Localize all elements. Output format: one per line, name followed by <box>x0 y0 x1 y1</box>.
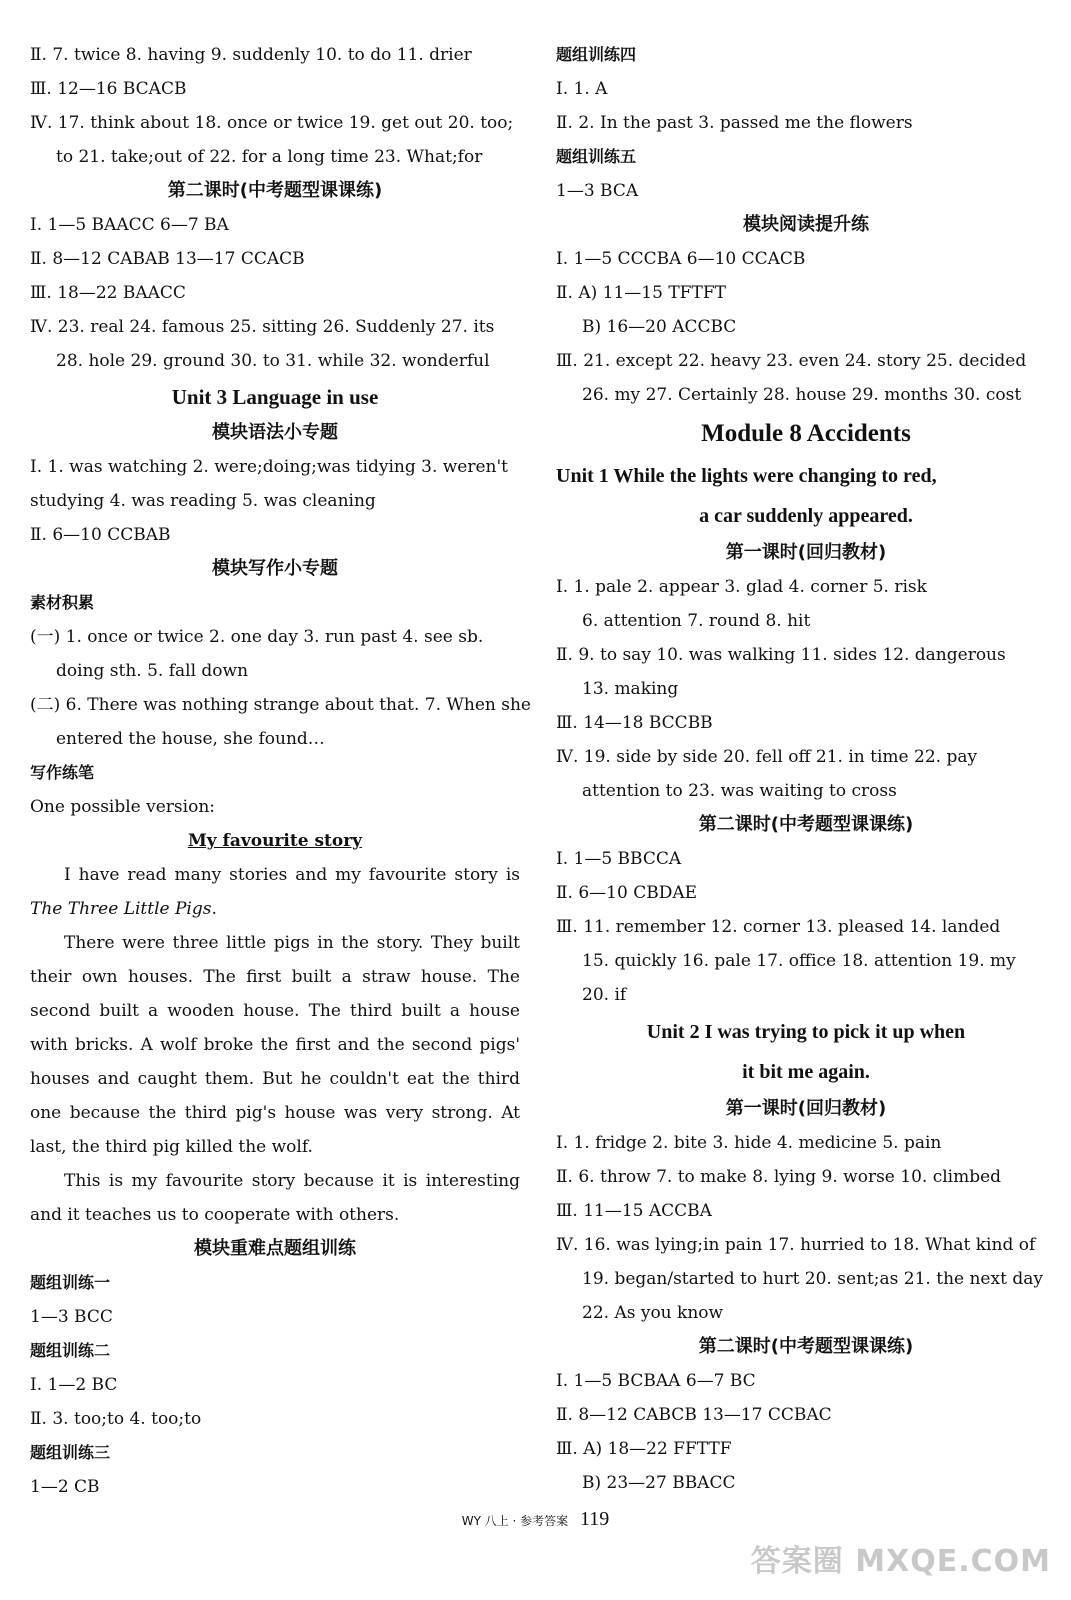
answer-line: Ⅰ. 1. A <box>556 79 608 99</box>
answer-line: 13. making <box>582 679 679 699</box>
section-heading: 第二课时(中考题型课课练) <box>167 180 383 201</box>
answer-line: Ⅰ. 1—5 BCBAA 6—7 BC <box>556 1371 756 1391</box>
answer-line: Ⅱ. 7. twice 8. having 9. suddenly 10. to do 11. drier <box>30 45 472 65</box>
answer-line: Ⅲ. 21. except 22. heavy 23. even 24. story 25. decided <box>556 351 1027 371</box>
right-column <box>556 38 1056 1500</box>
answer-line: Ⅲ. A) 18—22 FFTTF <box>556 1439 732 1459</box>
answer-line: Ⅰ. 1. was watching 2. were;doing;was tidying 3. weren't <box>30 457 509 477</box>
answer-line: 1—3 BCA <box>556 181 639 201</box>
answer-line: Ⅰ. 1. fridge 2. bite 3. hide 4. medicine 5. pain <box>556 1133 942 1153</box>
answer-line: to 21. take;out of 22. for a long time 23. What;for <box>56 147 483 167</box>
answer-line: (二) 6. There was nothing strange about that. 7. When she <box>30 695 531 715</box>
answer-line: Ⅲ. 12—16 BCACB <box>30 79 187 99</box>
unit-heading: Unit 2 I was trying to pick it up when <box>646 1021 966 1043</box>
section-heading: 模块语法小专题 <box>212 422 338 443</box>
answer-line: Ⅱ. 6—10 CBDAE <box>556 883 698 903</box>
section-heading: 第二课时(中考题型课课练) <box>698 1336 914 1357</box>
subsection-heading: 题组训练四 <box>556 45 637 64</box>
footer-label: WY 八上 · 参考答案 <box>461 1514 569 1528</box>
answer-line: entered the house, she found… <box>56 729 325 749</box>
answer-line: studying 4. was reading 5. was cleaning <box>30 491 376 511</box>
answer-line: B) 23—27 BBACC <box>582 1473 736 1493</box>
section-heading: 第二课时(中考题型课课练) <box>698 814 914 835</box>
left-column <box>30 38 531 1504</box>
section-heading: 模块写作小专题 <box>212 558 338 579</box>
answer-line: Ⅳ. 16. was lying;in pain 17. hurried to 18. What kind of <box>556 1235 1036 1255</box>
answer-line: Ⅰ. 1—5 BBCCA <box>556 849 682 869</box>
unit-heading: it bit me again. <box>742 1061 870 1083</box>
answer-line: Ⅳ. 17. think about 18. once or twice 19. get out 20. too; <box>30 113 514 133</box>
answer-line: Ⅱ. 6—10 CCBAB <box>30 525 171 545</box>
answer-line: Ⅱ. 9. to say 10. was walking 11. sides 12. dangerous <box>556 645 1006 665</box>
answer-line: Ⅱ. 8—12 CABCB 13—17 CCBAC <box>556 1405 832 1425</box>
answer-line: doing sth. 5. fall down <box>56 661 249 681</box>
story-paragraph: This is my favourite story because it is interesting and it teaches us to cooperate with others. <box>30 1171 520 1225</box>
answer-line: One possible version: <box>30 797 215 817</box>
answer-line: Ⅲ. 18—22 BAACC <box>30 283 186 303</box>
subsection-heading: 素材积累 <box>30 593 95 612</box>
answer-line: 6. attention 7. round 8. hit <box>582 611 811 631</box>
answer-line: 1—2 CB <box>30 1477 100 1497</box>
answer-line: Ⅰ. 1—5 BAACC 6—7 BA <box>30 215 229 235</box>
answer-line: Ⅱ. 2. In the past 3. passed me the flowers <box>556 113 913 133</box>
subsection-heading: 写作练笔 <box>30 763 95 782</box>
answer-line: 1—3 BCC <box>30 1307 113 1327</box>
answer-line: Ⅱ. 3. too;to 4. too;to <box>30 1409 202 1429</box>
story-paragraph: There were three little pigs in the story. They built their own houses. The first built a straw house. The second built a wooden house. The third built a house with bricks. A wolf broke the first and the second pigs' houses and caught them. But he couldn't eat the third one because the third pig's house was very strong. At last, the third pig killed the wolf. <box>30 933 520 1157</box>
story-paragraph <box>30 858 520 926</box>
unit-heading: Unit 1 While the lights were changing to red, <box>556 465 937 487</box>
page-number: 119 <box>580 1508 610 1530</box>
unit-heading: Unit 3 Language in use <box>171 385 379 409</box>
answer-line: Ⅰ. 1—5 CCCBA 6—10 CCACB <box>556 249 806 269</box>
subsection-heading: 题组训练五 <box>556 147 637 166</box>
answer-line: 15. quickly 16. pale 17. office 18. attention 19. my <box>582 951 1016 971</box>
answer-line: 20. if <box>582 985 627 1005</box>
answer-line: Ⅲ. 11—15 ACCBA <box>556 1201 712 1221</box>
answer-line: Ⅰ. 1. pale 2. appear 3. glad 4. corner 5. risk <box>556 577 927 597</box>
answer-line: Ⅱ. 8—12 CABAB 13—17 CCACB <box>30 249 305 269</box>
answer-line: attention to 23. was waiting to cross <box>582 781 897 801</box>
answer-line: B) 16—20 ACCBC <box>582 317 737 337</box>
answer-line: (一) 1. once or twice 2. one day 3. run past 4. see sb. <box>30 627 484 647</box>
subsection-heading: 题组训练二 <box>30 1341 111 1360</box>
section-heading: 模块重难点题组训练 <box>194 1238 356 1259</box>
story-text: I have read many stories and my favourite story is <box>64 865 520 885</box>
answer-line: Ⅲ. 14—18 BCCBB <box>556 713 713 733</box>
answer-line: Ⅱ. A) 11—15 TFTFT <box>556 283 726 303</box>
story-text: . <box>211 899 217 919</box>
story-book-title: The Three Little Pigs <box>30 899 212 919</box>
answer-line: Ⅰ. 1—2 BC <box>30 1375 118 1395</box>
answer-line: Ⅲ. 11. remember 12. corner 13. pleased 14. landed <box>556 917 1001 937</box>
section-heading: 第一课时(回归教材) <box>725 1098 887 1119</box>
answer-line: 26. my 27. Certainly 28. house 29. months 30. cost <box>582 385 1022 405</box>
subsection-heading: 题组训练一 <box>30 1273 111 1292</box>
answer-line: 19. began/started to hurt 20. sent;as 21. the next day <box>582 1269 1043 1289</box>
module-heading: Module 8 Accidents <box>701 420 911 447</box>
unit-heading: a car suddenly appeared. <box>699 505 913 527</box>
answer-line: 28. hole 29. ground 30. to 31. while 32. wonderful <box>56 351 490 371</box>
subsection-heading: 题组训练三 <box>30 1443 111 1462</box>
answer-line: Ⅳ. 23. real 24. famous 25. sitting 26. Suddenly 27. its <box>30 317 495 337</box>
section-heading: 模块阅读提升练 <box>743 214 869 235</box>
page-footer <box>0 1508 1071 1531</box>
answer-line: 22. As you know <box>582 1303 724 1323</box>
story-title: My favourite story <box>187 831 363 851</box>
answer-line: Ⅳ. 19. side by side 20. fell off 21. in time 22. pay <box>556 747 978 767</box>
section-heading: 第一课时(回归教材) <box>725 542 887 563</box>
answer-line: Ⅱ. 6. throw 7. to make 8. lying 9. worse 10. climbed <box>556 1167 1002 1187</box>
watermark-logo: 答案圈 MXQE.COM <box>750 1544 1051 1579</box>
